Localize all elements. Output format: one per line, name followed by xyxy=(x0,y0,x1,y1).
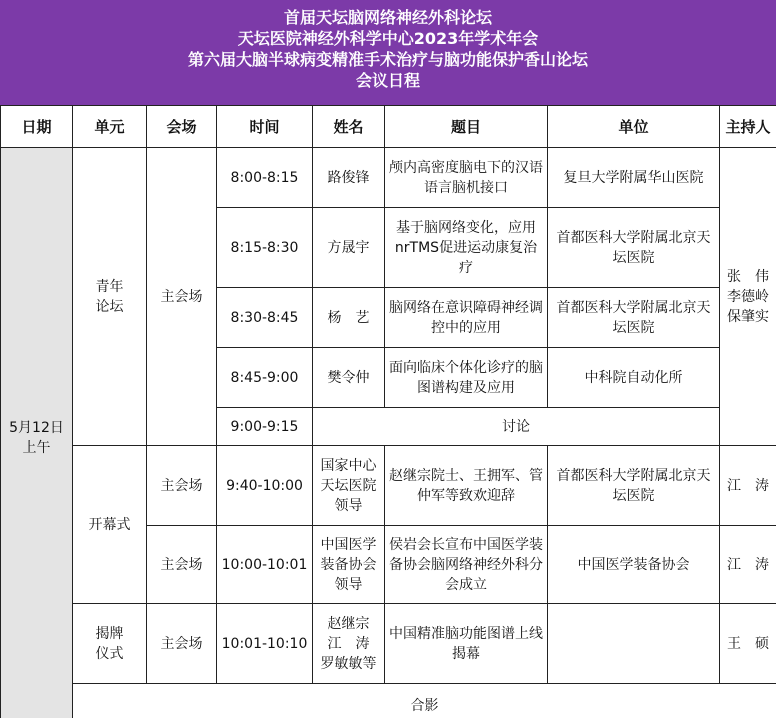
schedule-table xyxy=(0,105,776,718)
title-line-4: 会议日程 xyxy=(355,71,420,90)
topic-cell: 侯岩会长宣布中国医学装备协会脑网络神经外科分会成立 xyxy=(385,526,548,604)
org-cell xyxy=(548,604,720,684)
venue-cell: 主会场 xyxy=(147,446,217,526)
speaker-cell: 方晟宇 xyxy=(313,208,385,288)
venue-cell: 主会场 xyxy=(147,604,217,684)
header-row xyxy=(1,106,776,148)
col-header-host: 主持人 xyxy=(720,106,776,148)
topic-cell: 面向临床个体化诊疗的脑图谱构建及应用 xyxy=(385,348,548,408)
time-cell: 8:00-8:15 xyxy=(217,148,313,208)
time-cell: 8:15-8:30 xyxy=(217,208,313,288)
col-header-unit: 单元 xyxy=(73,106,147,148)
venue-cell: 主会场 xyxy=(147,526,217,604)
col-header-date: 日期 xyxy=(1,106,73,148)
topic-cell: 脑网络在意识障碍神经调控中的应用 xyxy=(385,288,548,348)
org-cell: 首都医科大学附属北京天坛医院 xyxy=(548,446,720,526)
date-cell: 5月12日 上午 xyxy=(1,148,73,718)
topic-cell: 赵继宗院士、王拥军、管仲军等致欢迎辞 xyxy=(385,446,548,526)
unit-youth-forum: 青年 论坛 xyxy=(73,148,147,446)
col-header-time: 时间 xyxy=(217,106,313,148)
group-photo-cell: 合影 xyxy=(73,684,776,718)
col-header-topic: 题目 xyxy=(385,106,548,148)
host-cell: 江 涛 xyxy=(720,446,776,526)
time-cell: 8:30-8:45 xyxy=(217,288,313,348)
unit-unveiling: 揭牌 仪式 xyxy=(73,604,147,684)
table-row xyxy=(1,684,776,718)
host-cell: 王 硕 xyxy=(720,604,776,684)
org-cell: 复旦大学附属华山医院 xyxy=(548,148,720,208)
title-line-3: 第六届大脑半球病变精准手术治疗与脑功能保护香山论坛 xyxy=(187,50,588,69)
col-header-org: 单位 xyxy=(548,106,720,148)
schedule-table-wrapper xyxy=(0,105,776,718)
speaker-cell: 杨 艺 xyxy=(313,288,385,348)
org-cell: 首都医科大学附属北京天坛医院 xyxy=(548,288,720,348)
speaker-cell: 中国医学 装备协会 领导 xyxy=(313,526,385,604)
topic-cell: 基于脑网络变化，应用nrTMS促进运动康复治疗 xyxy=(385,208,548,288)
col-header-venue: 会场 xyxy=(147,106,217,148)
time-cell: 9:00-9:15 xyxy=(217,408,313,446)
time-cell: 9:40-10:00 xyxy=(217,446,313,526)
speaker-cell: 路俊锋 xyxy=(313,148,385,208)
table-row xyxy=(1,148,776,208)
col-header-name: 姓名 xyxy=(313,106,385,148)
topic-cell: 颅内高密度脑电下的汉语语言脑机接口 xyxy=(385,148,548,208)
title-line-2: 天坛医院神经外科学中心2023年学术年会 xyxy=(237,29,539,48)
speaker-cell: 樊令仲 xyxy=(313,348,385,408)
time-cell: 10:01-10:10 xyxy=(217,604,313,684)
host-cell: 江 涛 xyxy=(720,526,776,604)
speaker-cell: 国家中心 天坛医院 领导 xyxy=(313,446,385,526)
org-cell: 中国医学装备协会 xyxy=(548,526,720,604)
table-row xyxy=(1,604,776,684)
schedule-header xyxy=(0,0,776,105)
host-youth-forum: 张 伟 李德岭 保肇实 xyxy=(720,148,776,446)
org-cell: 中科院自动化所 xyxy=(548,348,720,408)
topic-cell: 中国精准脑功能图谱上线揭幕 xyxy=(385,604,548,684)
speaker-cell: 赵继宗 江 涛 罗敏敏等 xyxy=(313,604,385,684)
unit-opening: 开幕式 xyxy=(73,446,147,604)
table-row xyxy=(1,446,776,526)
org-cell: 首都医科大学附属北京天坛医院 xyxy=(548,208,720,288)
title-line-1: 首届天坛脑网络神经外科论坛 xyxy=(283,8,492,27)
venue-cell: 主会场 xyxy=(147,148,217,446)
discussion-cell: 讨论 xyxy=(313,408,720,446)
time-cell: 10:00-10:01 xyxy=(217,526,313,604)
time-cell: 8:45-9:00 xyxy=(217,348,313,408)
